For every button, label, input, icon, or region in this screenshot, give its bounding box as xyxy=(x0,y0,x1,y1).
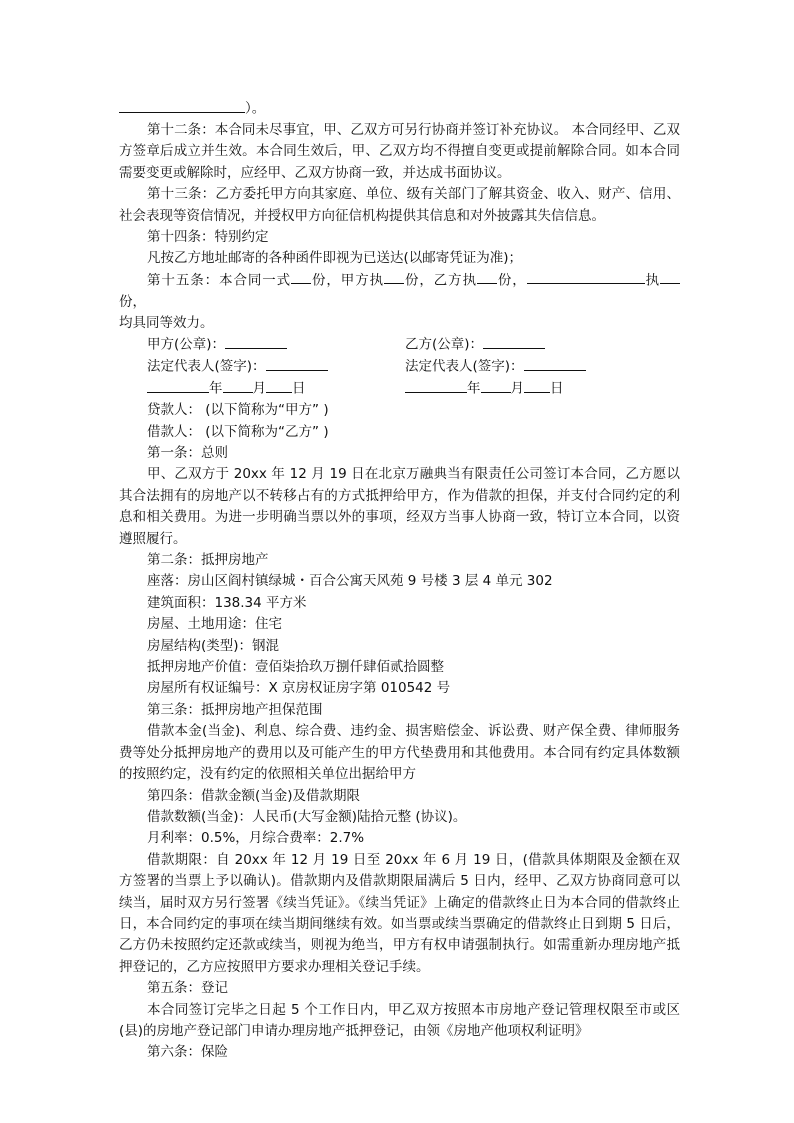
party-b-seal-blank xyxy=(483,334,545,349)
signature-seal-row xyxy=(119,334,680,356)
article-14-title: 第十四条：特别约定 xyxy=(147,228,269,245)
contract-page xyxy=(119,98,680,1064)
article-2-area: 建筑面积：138.34 平方米 xyxy=(147,594,307,611)
article-4-amount: 借款数额(当金)：人民币(大写金额)陆拾元整 (协议)。 xyxy=(147,808,467,825)
copies-party-b-blank xyxy=(477,270,497,285)
article-2-structure: 房屋结构(类型)：钢混 xyxy=(147,637,280,654)
party-b-day-blank xyxy=(524,378,550,393)
article-5-title: 第五条：登记 xyxy=(147,980,228,997)
article-4-rate: 月利率：0.5%，月综合费率：2.7% xyxy=(147,830,365,847)
blank-line-continuation xyxy=(119,98,680,120)
article-2-value: 抵押房地产价值：壹佰柒拾玖万捌仟肆佰贰拾圆整 xyxy=(147,659,444,676)
article-1-text: 甲、乙双方于 20xx 年 12 月 19 日在北京万融典当有限责任公司签订本合同，乙方愿以其合法拥有的房地产以不转移占有的方式抵押给甲方，作为借款的担保，并支付合同约定的利息和相关费用。为进一步明确当票以外的事项，经双方当事人协商一致，特订立本合同，以资遵照履行。 xyxy=(119,466,680,547)
party-a-seal-blank xyxy=(225,334,287,349)
party-b-month-blank xyxy=(481,378,511,393)
party-a-rep-blank xyxy=(266,356,328,371)
party-a-month-blank xyxy=(223,378,253,393)
party-a-day-blank xyxy=(266,378,292,393)
article-6-title: 第六条：保险 xyxy=(147,1044,228,1061)
other-holder-blank xyxy=(527,270,645,285)
article-2-usage: 房屋、土地用途：住宅 xyxy=(147,616,282,633)
party-b-rep-label: 法定代表人(签字)： xyxy=(405,358,524,375)
article-14-text: 凡按乙方地址邮寄的各种函件即视为已送达(以邮寄凭证为准)； xyxy=(147,250,523,267)
copies-total-blank xyxy=(291,270,311,285)
article-3-text: 借款本金(当金)、利息、综合费、违约金、损害赔偿金、诉讼费、财产保全费、律师服务费等处分抵押房地产的费用以及可能产生的甲方代垫费用和其他费用。本合同有约定具体数额的按照约定，没有约定的依照相关单位出据给甲方 xyxy=(119,723,680,783)
article-2-title: 第二条：抵押房地产 xyxy=(147,552,269,569)
party-a-seal-label: 甲方(公章)： xyxy=(147,336,226,353)
lender-line: 贷款人： (以下简称为“甲方” ) xyxy=(147,402,329,419)
article-4-title: 第四条：借款金额(当金)及借款期限 xyxy=(147,787,361,804)
copies-other-blank xyxy=(660,270,680,285)
copies-party-a-blank xyxy=(384,270,404,285)
party-a-year-blank xyxy=(147,378,209,393)
party-b-seal-label: 乙方(公章)： xyxy=(405,336,484,353)
borrower-line: 借款人： (以下简称为“乙方” ) xyxy=(147,423,329,440)
signature-rep-row xyxy=(119,356,680,378)
article-12: 第十二条：本合同未尽事宜，甲、乙双方可另行协商并签订补充协议。 本合同经甲、乙双方签章后成立并生效。本合同生效后，甲、乙双方均不得擅自变更或提前解除合同。如本合同需要变更或解除时，应经甲、乙双方协商一致，并达成书面协议。 xyxy=(119,121,680,181)
party-b-rep-blank xyxy=(524,356,586,371)
article-13: 第十三条：乙方委托甲方向其家庭、单位、级有关部门了解其资金、收入、财产、信用、社会表现等资信情况，并授权甲方向征信机构提供其信息和对外披露其失信信息。 xyxy=(119,186,680,224)
article-2-certificate: 房屋所有权证编号：X 京房权证房字第 010542 号 xyxy=(147,680,451,697)
text-tail: ）。 xyxy=(245,100,266,117)
article-15: 第十五条：本合同一式 份，甲方执 份，乙方执 份， 执份， 均具同等效力。 xyxy=(119,270,680,335)
party-a-rep-label: 法定代表人(签字)： xyxy=(147,358,266,375)
article-1-title: 第一条：总则 xyxy=(147,445,228,461)
blank-underline xyxy=(119,98,245,113)
article-3-title: 第三条：抵押房地产担保范围 xyxy=(147,701,323,718)
article-5-text: 本合同签订完毕之日起 5 个工作日内，甲乙双方按照本市房地产登记管理权限至市或区(县)的房地产登记部门申请办理房地产抵押登记，由领《房地产他项权利证明》 xyxy=(119,1001,680,1039)
signature-date-row: 年 月 日 年 月 日 xyxy=(119,378,680,400)
article-4-term: 借款期限：自 20xx 年 12 月 19 日至 20xx 年 6 月 19 日，(借款具体期限及金额在双方签署的当票上予以确认)。借款期内及借款期限届满后 5 日内，经甲、乙双方协商同意可以续当，届时双方另行签署《续当凭证》。《续当凭证》上确定的借款终止日为本合同的借款终止日，本合同约定的事项在续当期间继续有效。如当票或续当票确定的借款终止日到期 5 日后，乙方仍未按照约定还款或续当，则视为绝当，甲方有权申请强制执行。如需重新办理房地产抵押登记的，乙方应按照甲方要求办理相关登记手续。 xyxy=(119,851,680,975)
party-b-year-blank xyxy=(405,378,467,393)
article-2-location: 座落：房山区阎村镇绿城・百合公寓天风苑 9 号楼 3 层 4 单元 302 xyxy=(147,573,553,590)
